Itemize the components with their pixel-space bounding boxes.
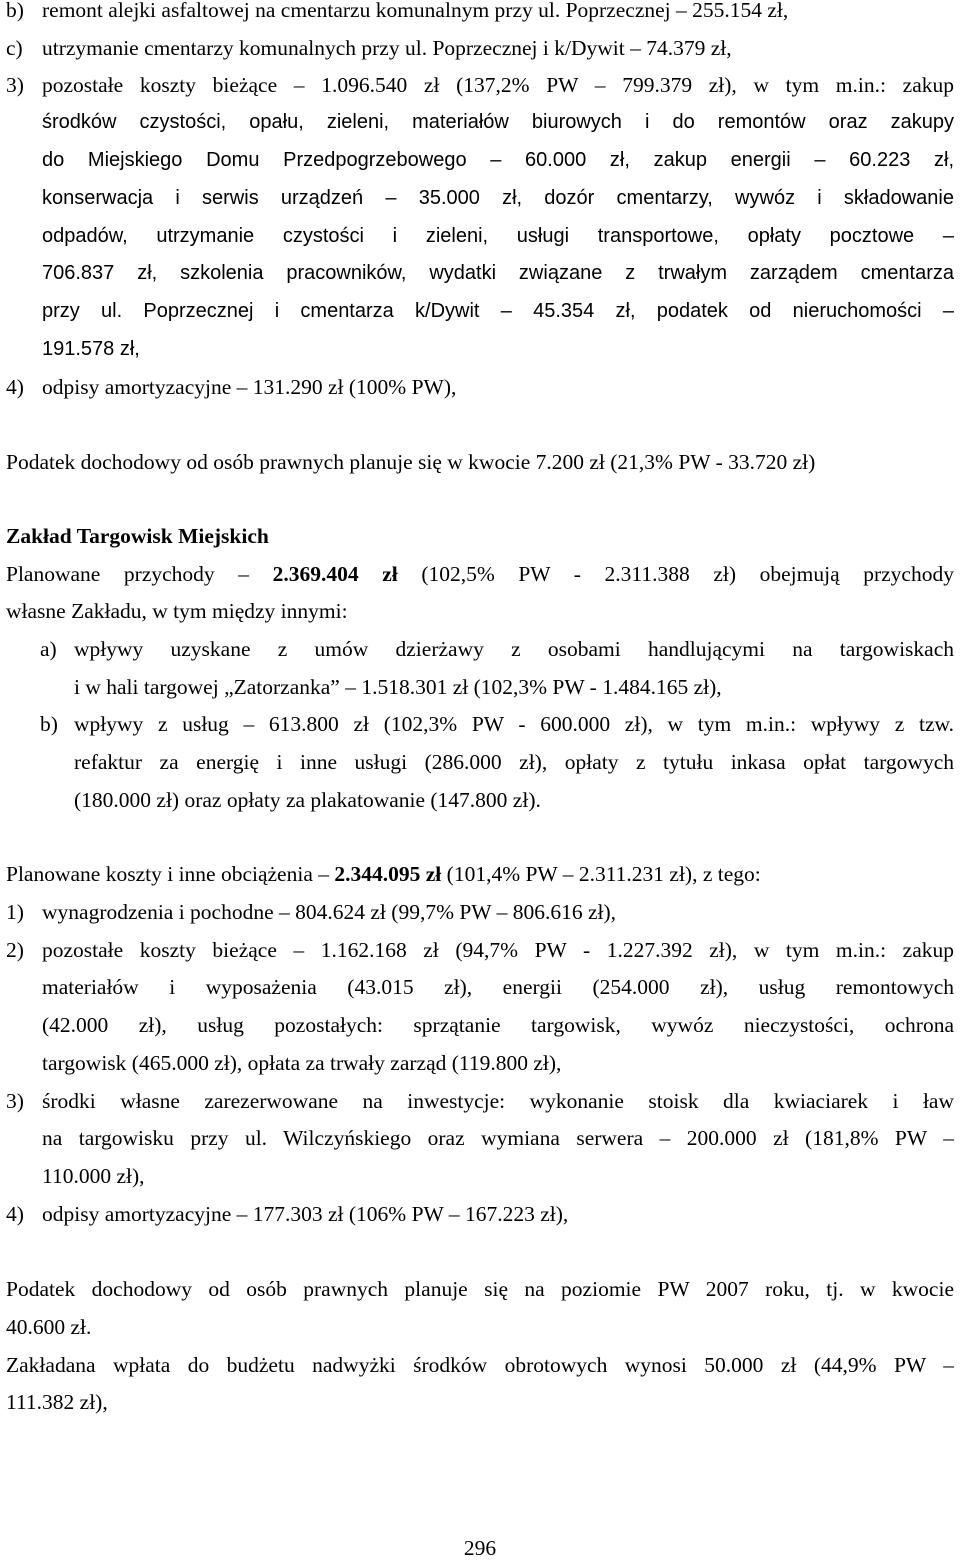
text-line	[6, 560, 954, 588]
text-line: Podatek dochodowy od osób prawnych planuje się na poziomie PW 2007 roku, tj. w kwocie	[6, 1277, 954, 1301]
text-line: środków czystości, opału, zieleni, materiałów biurowych i do remontów oraz zakupy	[42, 111, 954, 133]
text-line: do Miejskiego Domu Przedpogrzebowego – 60.000 zł, zakup energii – 60.223 zł,	[42, 149, 954, 171]
text-line	[6, 860, 954, 888]
list-label: 3)	[6, 73, 24, 97]
text-line: na targowisku przy ul. Wilczyńskiego oraz wymiana serwera – 200.000 zł (181,8% PW –	[42, 1126, 954, 1150]
text-segment: Planowane przychody –	[6, 562, 250, 586]
list-label: 2)	[6, 938, 24, 962]
text-line: środki własne zarezerwowane na inwestycje: wykonanie stoisk dla kwiaciarek i ław	[42, 1089, 954, 1113]
text-line: 191.578 zł,	[42, 338, 140, 360]
page-number: 296	[463, 1536, 497, 1560]
text-line: pozostałe koszty bieżące – 1.096.540 zł (137,2% PW – 799.379 zł), w tym m.in.: zakup	[42, 73, 954, 97]
text-line: i w hali targowej „Zatorzanka” – 1.518.301 zł (102,3% PW - 1.484.165 zł),	[74, 675, 722, 699]
list-label: a)	[40, 637, 57, 661]
list-label: c)	[6, 36, 23, 60]
text-line: Zakładana wpłata do budżetu nadwyżki środków obrotowych wynosi 50.000 zł (44,9% PW –	[6, 1353, 954, 1377]
text-segment: (102,5% PW - 2.311.388 zł) obejmują przychody	[421, 562, 954, 586]
text-segment: (101,4% PW – 2.311.231 zł), z tego:	[446, 862, 761, 886]
list-label: 4)	[6, 375, 24, 399]
text-segment: Planowane koszty i inne obciążenia –	[6, 862, 329, 886]
section-heading: Zakład Targowisk Miejskich	[6, 524, 269, 548]
amount-bold: 2.344.095 zł	[334, 862, 442, 886]
text-line: 110.000 zł),	[42, 1164, 145, 1188]
text-line: (42.000 zł), usług pozostałych: sprzątanie targowisk, wywóz nieczystości, ochrona	[42, 1013, 954, 1037]
text-line: refaktur za energię i inne usługi (286.000 zł), opłaty z tytułu inkasa opłat targowych	[74, 750, 954, 774]
text-line: pozostałe koszty bieżące – 1.162.168 zł (94,7% PW - 1.227.392 zł), w tym m.in.: zakup	[42, 938, 954, 962]
list-label: b)	[40, 712, 58, 736]
text-line: wpływy uzyskane z umów dzierżawy z osobami handlującymi na targowiskach	[74, 637, 954, 661]
text-line: przy ul. Poprzecznej i cmentarza k/Dywit – 45.354 zł, podatek od nieruchomości –	[42, 300, 954, 322]
text-line: (180.000 zł) oraz opłaty za plakatowanie (147.800 zł).	[74, 788, 541, 812]
text-line: materiałów i wyposażenia (43.015 zł), energii (254.000 zł), usług remontowych	[42, 975, 954, 999]
text-line: utrzymanie cmentarzy komunalnych przy ul. Poprzecznej i k/Dywit – 74.379 zł,	[42, 36, 732, 60]
text-line: odpadów, utrzymanie czystości i zieleni, usługi transportowe, opłaty pocztowe –	[42, 225, 954, 247]
text-line: 40.600 zł.	[6, 1315, 92, 1339]
list-label: 3)	[6, 1089, 24, 1113]
amount-bold: 2.369.404 zł	[272, 562, 398, 586]
text-line: 706.837 zł, szkolenia pracowników, wydatki związane z trwałym zarządem cmentarza	[42, 262, 954, 284]
text-line: odpisy amortyzacyjne – 177.303 zł (106% PW – 167.223 zł),	[42, 1202, 569, 1226]
list-label: b)	[6, 0, 24, 22]
text-line: 111.382 zł),	[6, 1390, 108, 1414]
text-line: wpływy z usług – 613.800 zł (102,3% PW - 600.000 zł), w tym m.in.: wpływy z tzw.	[74, 712, 954, 736]
text-line: konserwacja i serwis urządzeń – 35.000 zł, dozór cmentarzy, wywóz i składowanie	[42, 187, 954, 209]
text-line: targowisk (465.000 zł), opłata za trwały zarząd (119.800 zł),	[42, 1051, 562, 1075]
text-line: remont alejki asfaltowej na cmentarzu komunalnym przy ul. Poprzecznej – 255.154 zł,	[42, 0, 789, 22]
text-line: Podatek dochodowy od osób prawnych planuje się w kwocie 7.200 zł (21,3% PW - 33.720 zł)	[6, 450, 816, 474]
list-label: 4)	[6, 1202, 24, 1226]
text-line: własne Zakładu, w tym między innymi:	[6, 599, 348, 623]
text-line: odpisy amortyzacyjne – 131.290 zł (100% PW),	[42, 375, 457, 399]
list-label: 1)	[6, 900, 24, 924]
text-line: wynagrodzenia i pochodne – 804.624 zł (99,7% PW – 806.616 zł),	[42, 900, 617, 924]
